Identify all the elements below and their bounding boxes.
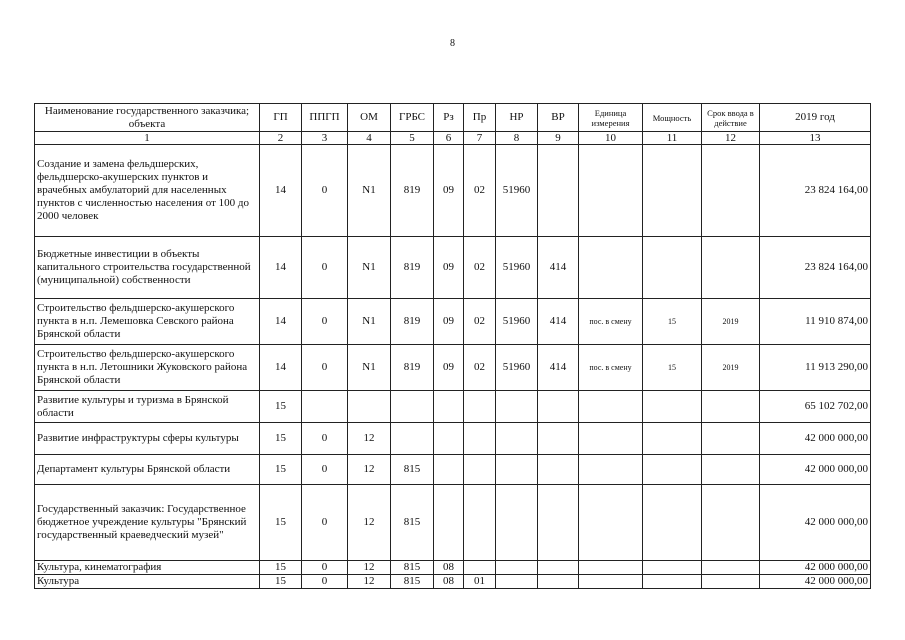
page-number: 8 [450,38,455,49]
cell-nr: 51960 [496,299,538,345]
cell-unit [579,575,643,589]
cell-ppgp: 0 [302,345,348,391]
cell-nr: 51960 [496,237,538,299]
header-pr: Пр [464,104,496,132]
cell-ppgp: 0 [302,455,348,485]
header-year: 2019 год [760,104,871,132]
table-row [35,299,871,345]
cell-gp: 15 [260,391,302,423]
cell-sum: 42 000 000,00 [760,455,871,485]
cell-om: N1 [348,345,391,391]
cell-pr [464,423,496,455]
object-name: Департамент культуры Брянской области [35,455,260,485]
cell-ppgp: 0 [302,299,348,345]
cell-rz: 08 [434,561,464,575]
cell-power: 15 [643,345,702,391]
cell-grbs: 819 [391,237,434,299]
cell-pr [464,455,496,485]
object-name: Культура, кинематография [35,561,260,575]
cell-grbs [391,423,434,455]
cell-om: N1 [348,237,391,299]
cell-om: 12 [348,485,391,561]
cell-term [702,423,760,455]
cell-vr [538,423,579,455]
cell-ppgp: 0 [302,485,348,561]
index-cell: 13 [760,132,871,145]
header-rz: Рз [434,104,464,132]
cell-term: 2019 [702,299,760,345]
cell-power: 15 [643,299,702,345]
cell-rz: 08 [434,575,464,589]
object-name: Развитие культуры и туризма в Брянской области [35,391,260,423]
cell-unit [579,423,643,455]
cell-unit: пос. в смену [579,345,643,391]
cell-om: N1 [348,145,391,237]
index-cell: 6 [434,132,464,145]
cell-sum: 11 910 874,00 [760,299,871,345]
index-cell: 7 [464,132,496,145]
object-name: Бюджетные инвестиции в объекты капитального строительства государственной (муниципальной) собственности [35,237,260,299]
cell-gp: 14 [260,145,302,237]
cell-vr [538,455,579,485]
cell-sum: 42 000 000,00 [760,575,871,589]
cell-rz [434,391,464,423]
cell-term [702,575,760,589]
cell-gp: 15 [260,575,302,589]
cell-grbs: 815 [391,561,434,575]
cell-term [702,237,760,299]
cell-gp: 15 [260,561,302,575]
header-unit: Единица измерения [579,104,643,132]
cell-rz: 09 [434,145,464,237]
cell-unit [579,145,643,237]
cell-om: 12 [348,575,391,589]
cell-rz: 09 [434,237,464,299]
cell-grbs: 819 [391,345,434,391]
cell-pr: 02 [464,299,496,345]
cell-om: 12 [348,455,391,485]
cell-term [702,485,760,561]
cell-sum: 42 000 000,00 [760,485,871,561]
cell-sum: 42 000 000,00 [760,423,871,455]
cell-pr: 02 [464,237,496,299]
cell-nr [496,423,538,455]
header-nr: НР [496,104,538,132]
cell-ppgp: 0 [302,423,348,455]
table-row [35,237,871,299]
cell-power [643,391,702,423]
cell-power [643,237,702,299]
cell-grbs: 819 [391,299,434,345]
cell-unit [579,391,643,423]
cell-nr: 51960 [496,145,538,237]
cell-gp: 14 [260,237,302,299]
cell-sum: 23 824 164,00 [760,145,871,237]
cell-pr: 02 [464,345,496,391]
header-term: Срок ввода в действие [702,104,760,132]
cell-sum: 42 000 000,00 [760,561,871,575]
cell-power [643,423,702,455]
index-cell: 2 [260,132,302,145]
cell-vr [538,145,579,237]
cell-ppgp: 0 [302,575,348,589]
table-row [35,423,871,455]
cell-unit: пос. в смену [579,299,643,345]
cell-unit [579,561,643,575]
cell-om: N1 [348,299,391,345]
cell-nr [496,391,538,423]
index-cell: 12 [702,132,760,145]
header-power: Мощность [643,104,702,132]
cell-grbs: 815 [391,485,434,561]
cell-pr: 01 [464,575,496,589]
cell-vr: 414 [538,299,579,345]
cell-unit [579,455,643,485]
index-cell: 3 [302,132,348,145]
cell-ppgp: 0 [302,237,348,299]
cell-nr: 51960 [496,345,538,391]
header-grbs: ГРБС [391,104,434,132]
cell-term [702,561,760,575]
cell-vr [538,391,579,423]
cell-pr [464,391,496,423]
cell-grbs [391,391,434,423]
cell-power [643,145,702,237]
table-row [35,345,871,391]
cell-sum: 23 824 164,00 [760,237,871,299]
cell-sum: 65 102 702,00 [760,391,871,423]
cell-gp: 15 [260,485,302,561]
cell-term [702,455,760,485]
cell-nr [496,455,538,485]
cell-grbs: 815 [391,455,434,485]
cell-rz [434,455,464,485]
object-name: Строительство фельдшерско-акушерского пункта в н.п. Летошники Жуковского района Брянской области [35,345,260,391]
budget-table [34,103,871,589]
cell-unit [579,485,643,561]
cell-nr [496,561,538,575]
cell-term [702,391,760,423]
cell-grbs: 815 [391,575,434,589]
table-row [35,575,871,589]
header-om: ОМ [348,104,391,132]
cell-gp: 15 [260,455,302,485]
cell-rz: 09 [434,345,464,391]
column-index-row [35,132,871,145]
object-name: Культура [35,575,260,589]
index-cell: 5 [391,132,434,145]
table-row [35,391,871,423]
cell-vr: 414 [538,345,579,391]
cell-pr: 02 [464,145,496,237]
cell-power [643,485,702,561]
cell-power [643,575,702,589]
header-gp: ГП [260,104,302,132]
cell-om: 12 [348,561,391,575]
cell-vr [538,575,579,589]
cell-nr [496,485,538,561]
cell-power [643,455,702,485]
cell-gp: 14 [260,299,302,345]
cell-rz [434,485,464,561]
cell-term: 2019 [702,345,760,391]
cell-gp: 15 [260,423,302,455]
header-vr: ВР [538,104,579,132]
cell-ppgp [302,391,348,423]
table-row [35,145,871,237]
cell-power [643,561,702,575]
table-row [35,455,871,485]
header-ppgp: ППГП [302,104,348,132]
cell-nr [496,575,538,589]
index-cell: 9 [538,132,579,145]
object-name: Создание и замена фельдшерских, фельдшерско-акушерских пунктов и врачебных амбулаторий для населенных пунктов с численностью населения от 100 до 2000 человек [35,145,260,237]
table-header-row [35,104,871,132]
cell-sum: 11 913 290,00 [760,345,871,391]
cell-gp: 14 [260,345,302,391]
object-name: Развитие инфраструктуры сферы культуры [35,423,260,455]
cell-ppgp: 0 [302,145,348,237]
cell-om [348,391,391,423]
index-cell: 4 [348,132,391,145]
header-name: Наименование государственного заказчика; объекта [35,104,260,132]
cell-unit [579,237,643,299]
cell-pr [464,485,496,561]
index-cell: 11 [643,132,702,145]
table-row [35,561,871,575]
index-cell: 8 [496,132,538,145]
object-name: Строительство фельдшерско-акушерского пункта в н.п. Лемешовка Севского района Брянской области [35,299,260,345]
index-cell: 10 [579,132,643,145]
index-cell: 1 [35,132,260,145]
cell-pr [464,561,496,575]
object-name: Государственный заказчик: Государственное бюджетное учреждение культуры "Брянский государственный краеведческий музей" [35,485,260,561]
cell-vr: 414 [538,237,579,299]
cell-vr [538,485,579,561]
cell-vr [538,561,579,575]
table-row [35,485,871,561]
cell-rz: 09 [434,299,464,345]
cell-rz [434,423,464,455]
cell-ppgp: 0 [302,561,348,575]
cell-om: 12 [348,423,391,455]
cell-grbs: 819 [391,145,434,237]
cell-term [702,145,760,237]
